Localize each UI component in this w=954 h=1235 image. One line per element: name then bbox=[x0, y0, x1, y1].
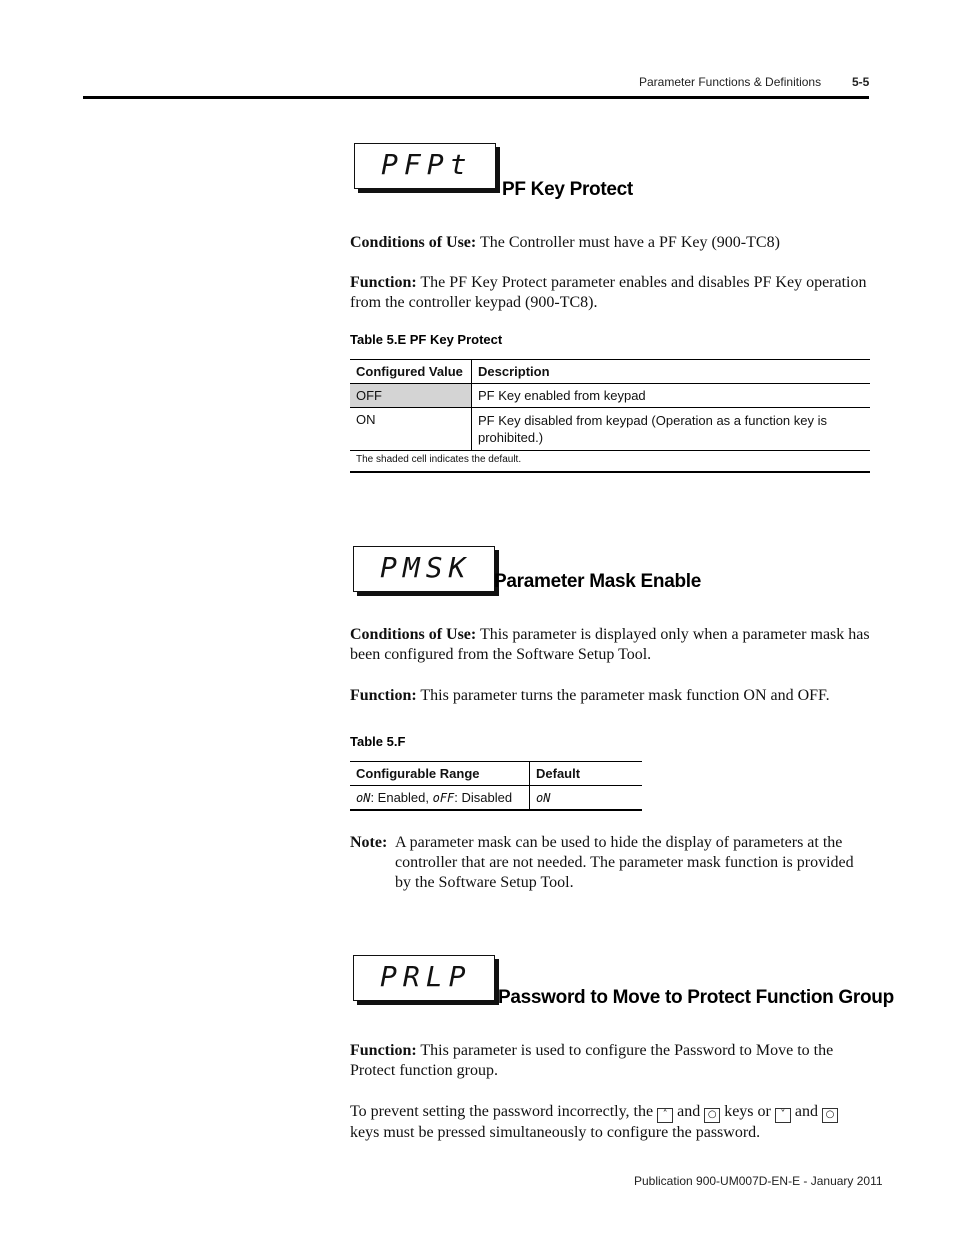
function-label: Function: bbox=[350, 274, 417, 291]
page-number: 5-5 bbox=[852, 75, 870, 89]
lcd-value-on: oN bbox=[356, 791, 371, 805]
mode-key-icon: ○ bbox=[704, 1108, 720, 1123]
lcd-display-text: PRLP bbox=[380, 960, 472, 993]
table-cell-default bbox=[530, 786, 643, 811]
table-caption: Table 5.E PF Key Protect bbox=[350, 332, 503, 347]
conditions-text: This parameter is displayed only when a parameter mask has been configured from the Software Setup Tool. bbox=[350, 626, 870, 663]
function-paragraph bbox=[350, 273, 870, 313]
running-header-title: Parameter Functions & Definitions bbox=[639, 75, 822, 89]
conditions-of-use-paragraph bbox=[350, 625, 870, 665]
column-header: Configured Value bbox=[350, 360, 472, 384]
function-label: Function: bbox=[350, 687, 417, 704]
table-row bbox=[350, 408, 870, 451]
table-cell-value: ON bbox=[350, 408, 472, 451]
publication-footer: Publication 900-UM007D-EN-E - January 2011 bbox=[634, 1174, 883, 1188]
down-arrow-key-icon: ˅ bbox=[775, 1108, 791, 1123]
lcd-value-off: oFF bbox=[432, 791, 455, 805]
password-keys-paragraph: To prevent setting the password incorrectly, the ˄ and ○ keys or ˅ and ○ keys must be pressed simultaneously to configure the password. bbox=[350, 1102, 870, 1143]
section-heading-parameter-mask-enable: Parameter Mask Enable bbox=[494, 571, 702, 592]
mode-key-icon: ○ bbox=[822, 1108, 838, 1123]
table-cell-description: PF Key disabled from keypad (Operation as a function key is prohibited.) bbox=[472, 408, 871, 451]
pf-key-protect-table bbox=[350, 359, 870, 473]
note-text: A parameter mask can be used to hide the display of parameters at the controller that are not needed. The parameter mask function is provided by the Software Setup Tool. bbox=[395, 834, 854, 891]
lcd-display-text: PFPt bbox=[381, 148, 473, 181]
table-footnote: The shaded cell indicates the default. bbox=[350, 451, 870, 473]
table-caption: Table 5.F bbox=[350, 734, 406, 749]
function-paragraph bbox=[350, 686, 870, 706]
table-row bbox=[350, 786, 642, 811]
table-row bbox=[350, 384, 870, 408]
table-cell-description: PF Key enabled from keypad bbox=[472, 384, 871, 408]
range-off-text: : Disabled bbox=[454, 790, 513, 805]
lcd-value-default: oN bbox=[536, 791, 551, 805]
section-heading-password-protect: Password to Move to Protect Function Group bbox=[498, 987, 894, 1008]
table-cell-range bbox=[350, 786, 530, 811]
section-heading-pf-key-protect: PF Key Protect bbox=[502, 179, 633, 200]
conditions-of-use-paragraph bbox=[350, 233, 870, 253]
function-label: Function: bbox=[350, 1042, 417, 1059]
conditions-label: Conditions of Use: bbox=[350, 626, 477, 643]
conditions-label: Conditions of Use: bbox=[350, 234, 477, 251]
column-header: Default bbox=[530, 762, 643, 786]
function-text: The PF Key Protect parameter enables and disables PF Key operation from the controller keypad (900-TC8). bbox=[350, 274, 867, 311]
column-header: Configurable Range bbox=[350, 762, 530, 786]
function-paragraph bbox=[350, 1041, 870, 1081]
lcd-display-pfpt bbox=[354, 143, 496, 189]
conditions-text: The Controller must have a PF Key (900-TC8) bbox=[479, 234, 780, 251]
header-rule bbox=[83, 96, 869, 99]
function-text: This parameter is used to configure the Password to Move to the Protect function group. bbox=[350, 1042, 834, 1079]
up-arrow-key-icon: ˄ bbox=[657, 1108, 673, 1123]
function-text: This parameter turns the parameter mask function ON and OFF. bbox=[420, 687, 830, 704]
column-header: Description bbox=[472, 360, 871, 384]
table-cell-value: OFF bbox=[350, 384, 472, 408]
lcd-display-text: PMSK bbox=[380, 551, 472, 584]
lcd-display-prlp bbox=[353, 955, 495, 1001]
parameter-mask-table bbox=[350, 761, 642, 811]
range-on-text: : Enabled, bbox=[370, 790, 433, 805]
lcd-display-pmsk bbox=[353, 546, 495, 592]
note-label: Note: bbox=[350, 834, 388, 851]
